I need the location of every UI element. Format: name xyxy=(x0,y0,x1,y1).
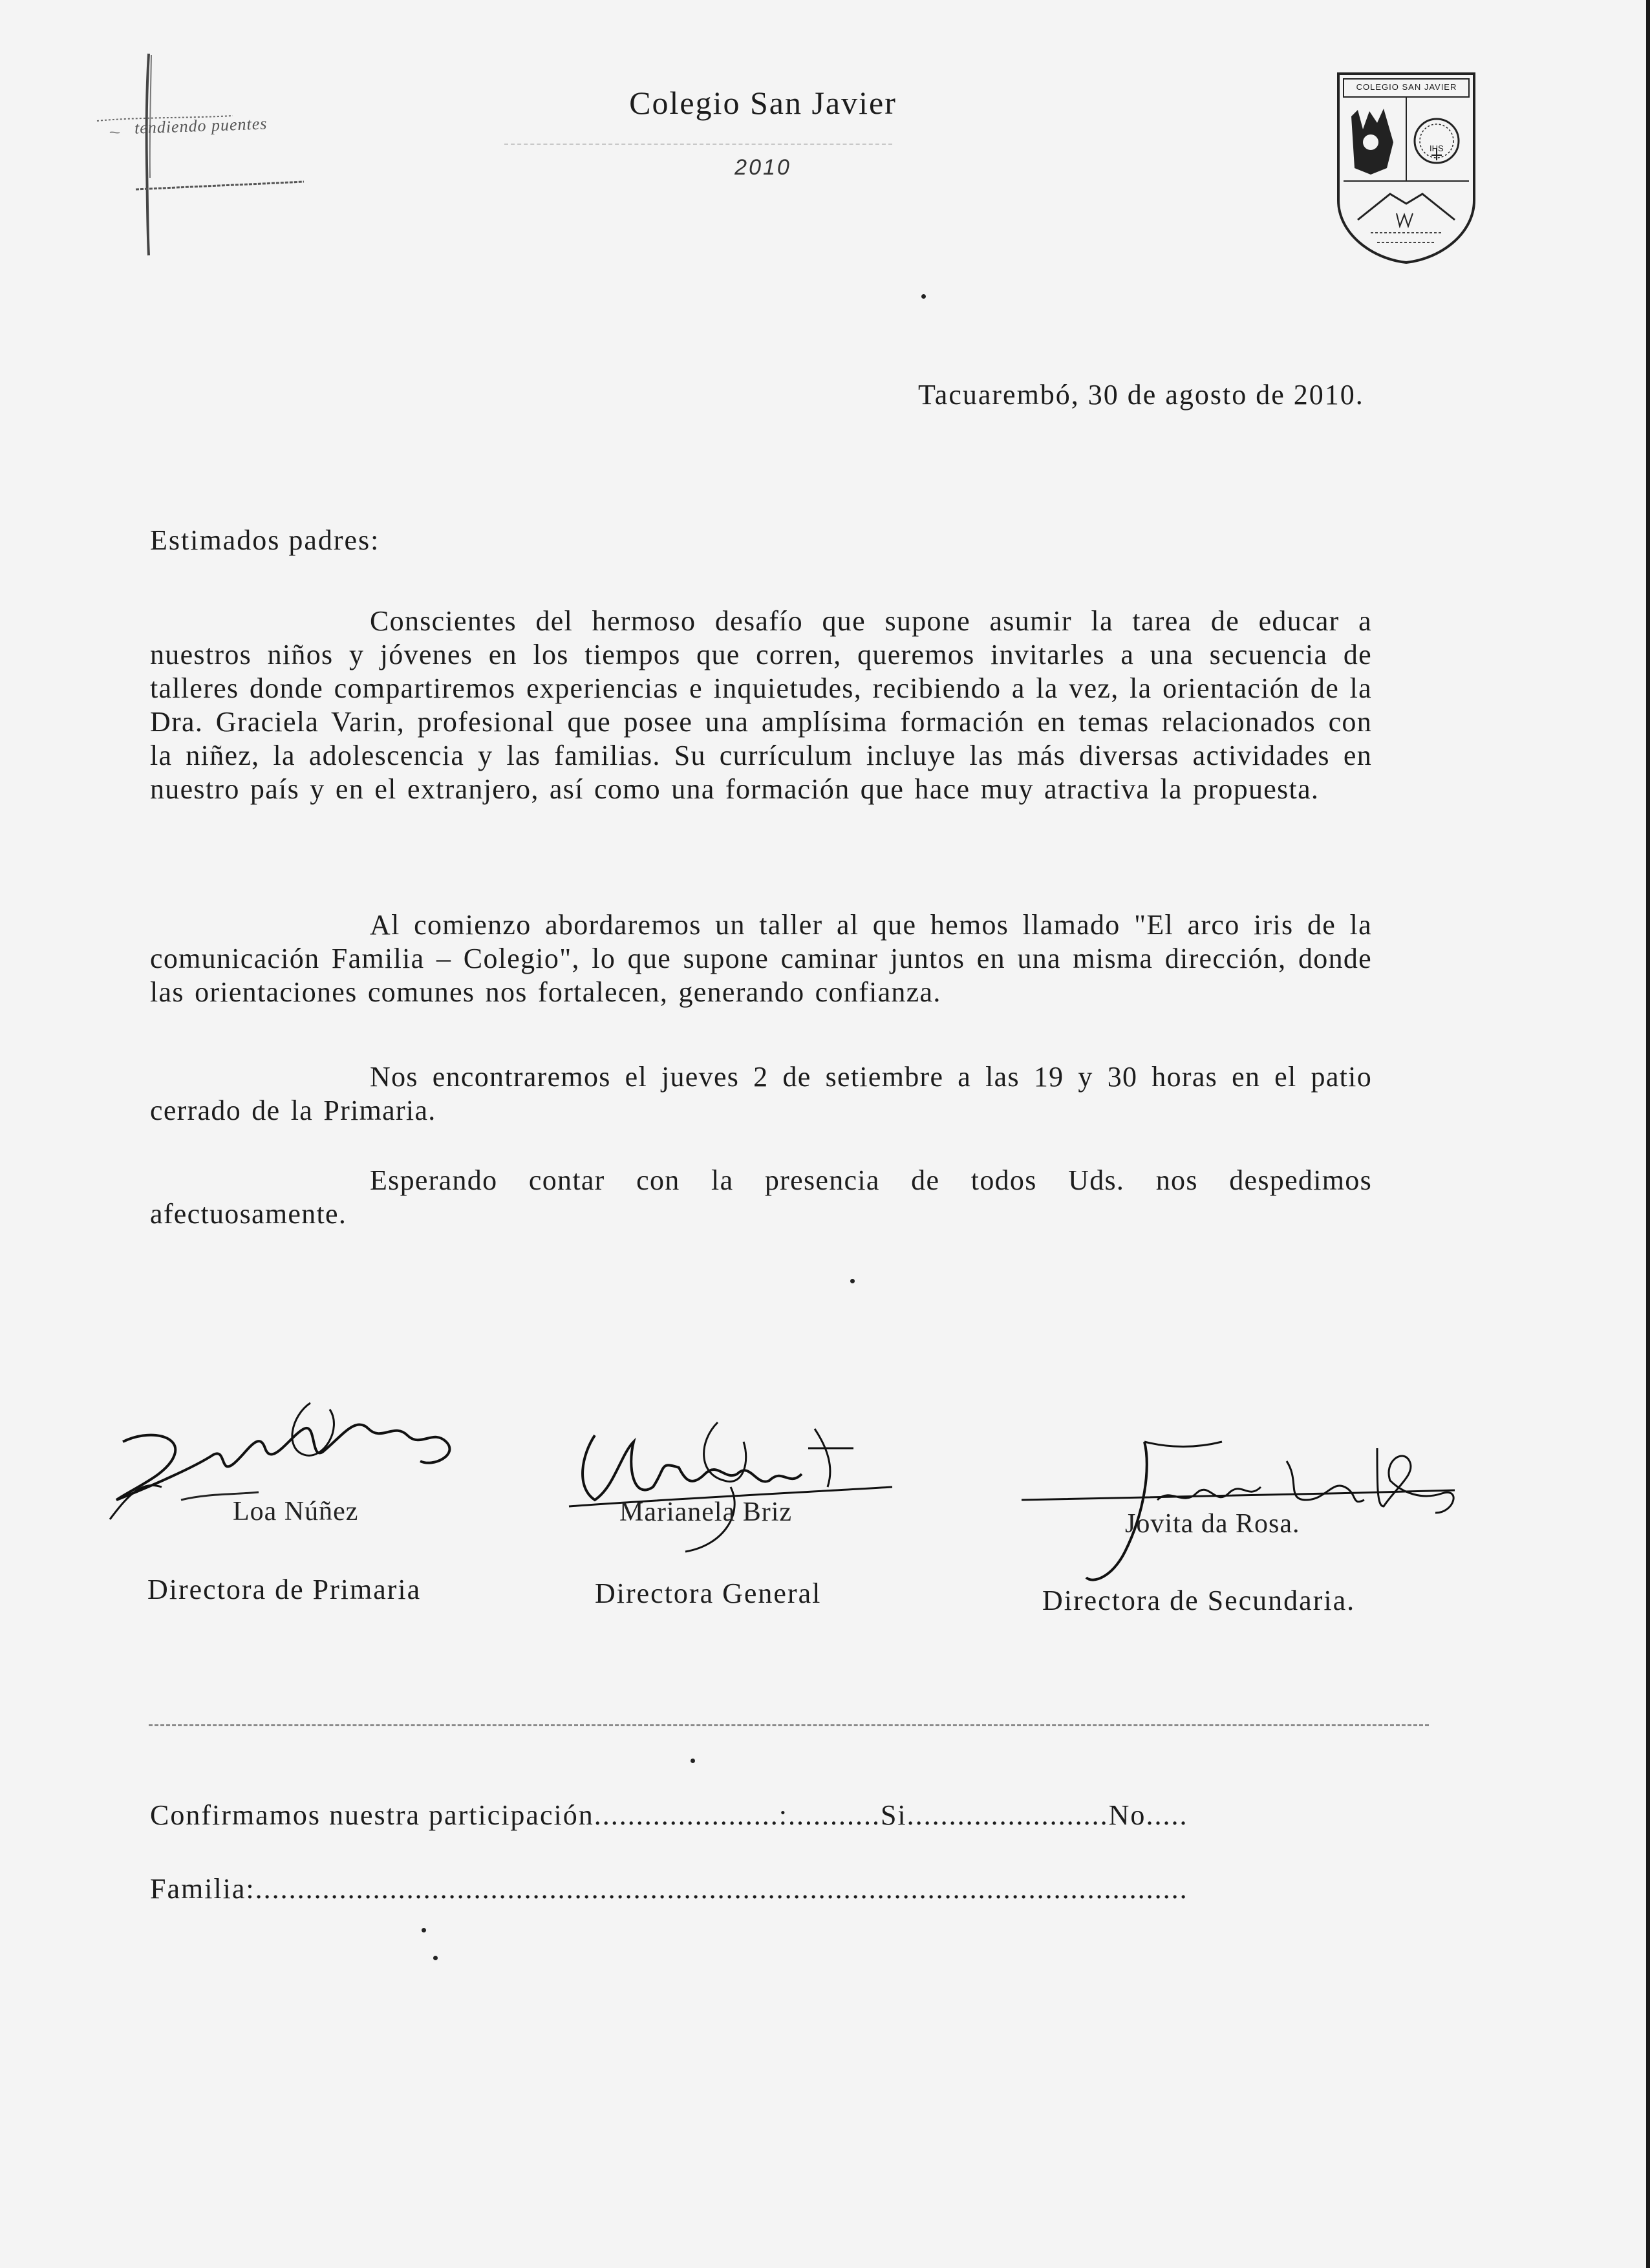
paragraph-workshop: Al comienzo abordaremos un taller al que hemos llamado "El arco iris de la comunicación Familia – Colegio", lo que supone caminar juntos en una misma dirección, donde las orientaciones comunes nos fortalecen, generando confianza. xyxy=(150,909,1372,1008)
page-edge xyxy=(1646,0,1650,2268)
no-option-label[interactable]: No xyxy=(1108,1799,1146,1831)
paragraph-closing: Esperando contar con la presencia de todos Uds. nos despedimos afectuosamente. xyxy=(150,1164,1372,1230)
scan-speck xyxy=(921,294,926,299)
signature-name-secundaria: Jovita da Rosa. xyxy=(1125,1509,1300,1539)
crest-label: COLEGIO SAN JAVIER xyxy=(1356,82,1457,92)
letter-date: Tacuarembó, 30 de agosto de 2010. xyxy=(918,379,1364,411)
signature-general-scribble xyxy=(556,1390,905,1558)
header-rule xyxy=(504,144,892,145)
header-year: 2010 xyxy=(734,155,791,180)
signature-name-general: Marianela Briz xyxy=(619,1497,793,1527)
school-crest-icon xyxy=(1332,71,1481,265)
family-label: Familia: xyxy=(150,1873,255,1905)
paragraph-meeting: Nos encontraremos el jueves 2 de setiembre a las 19 y 30 horas en el patio cerrado de la Primaria. xyxy=(150,1061,1372,1126)
scan-speck xyxy=(433,1956,438,1960)
scan-speck xyxy=(691,1759,695,1763)
no-dots: ..... xyxy=(1146,1799,1188,1831)
letter-greeting: Estimados padres: xyxy=(150,524,380,556)
signature-name-primaria: Loa Núñez xyxy=(233,1497,359,1526)
family-dots: ............................................................................................................... xyxy=(255,1873,1188,1905)
cut-line xyxy=(149,1724,1429,1726)
school-motto: tendiendo puentes xyxy=(134,114,268,138)
signature-secundaria-scribble xyxy=(1015,1422,1468,1590)
confirm-dots: ......................:........... xyxy=(594,1799,881,1831)
school-name: Colegio San Javier xyxy=(629,85,897,121)
yes-dots: ........................ xyxy=(906,1799,1109,1831)
family-name-field[interactable] xyxy=(150,1872,1188,1905)
signature-role-general: Directora General xyxy=(595,1578,822,1609)
scan-speck xyxy=(422,1928,426,1932)
scan-speck xyxy=(850,1279,855,1283)
confirm-label: Confirmamos nuestra participación xyxy=(150,1799,594,1831)
crest-ihs: IHS xyxy=(1430,144,1444,153)
signature-role-secundaria: Directora de Secundaria. xyxy=(1042,1585,1356,1616)
signature-role-primaria: Directora de Primaria xyxy=(147,1574,422,1605)
paragraph-invitation: Conscientes del hermoso desafío que supone asumir la tarea de educar a nuestros niños y jóvenes en los tiempos que corren, queremos invitarles a una secuencia de talleres donde compartiremos experiencias e inquietudes, recibiendo a la vez, la orientación de la Dra. Graciela Varin, profesional que posee una amplísima formación en temas relacionados con la niñez, la adolescencia y las familias. Su currículum incluye las más diversas actividades en nuestro país y en el extranjero, así como una formación que hace muy atractiva la propuesta. xyxy=(150,605,1372,805)
confirm-participation-line[interactable] xyxy=(150,1799,1188,1832)
yes-option-label[interactable]: Si xyxy=(880,1799,907,1831)
